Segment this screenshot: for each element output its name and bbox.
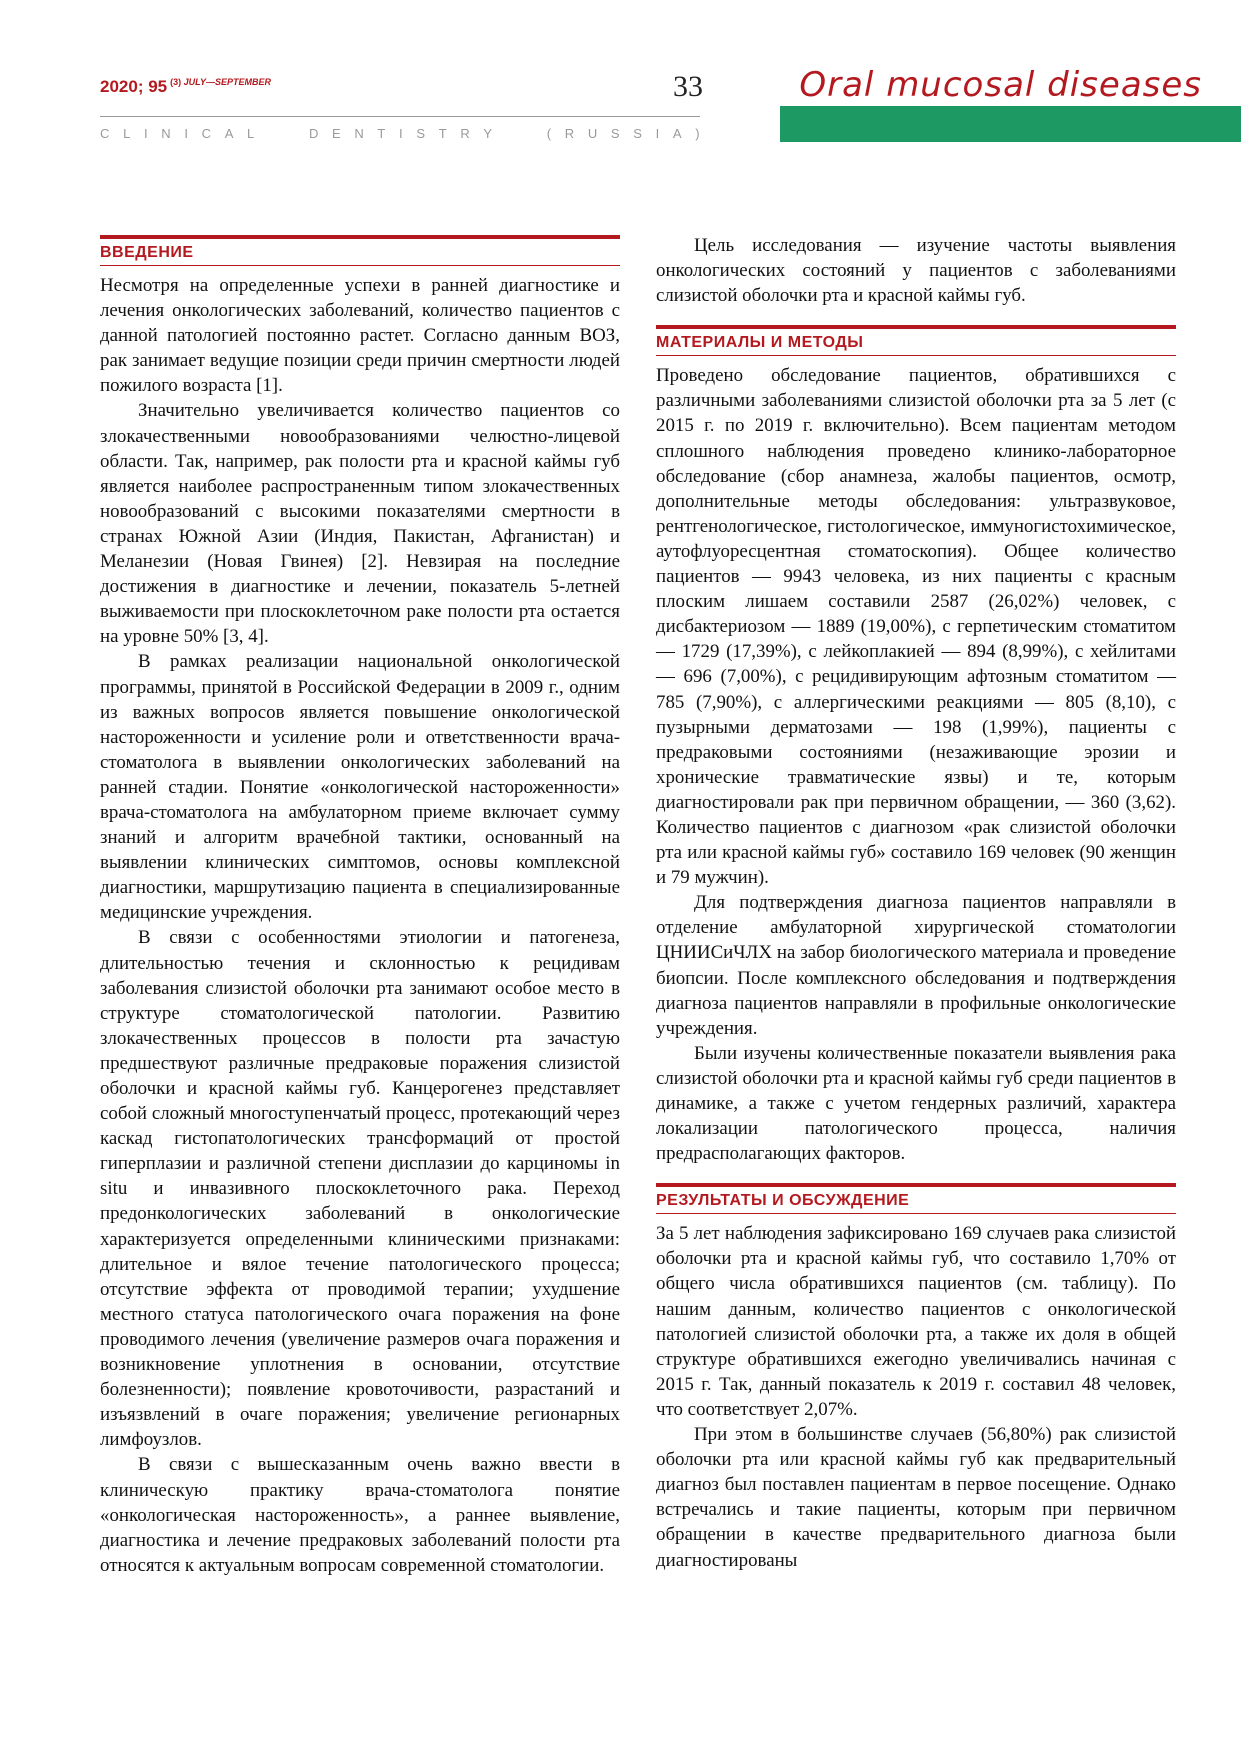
heading-title: ВВЕДЕНИЕ [100, 244, 194, 261]
issue-months: JULY—SEPTEMBER [183, 77, 271, 87]
journal-name: C L I N I C A L D E N T I S T R Y ( R U S S I A ) [100, 126, 700, 141]
issue-year-volume: 2020; 95 [100, 77, 168, 96]
paragraph: В связи с вышесказанным очень важно ввести в клиническую практику врача-стоматолога понятие «онкологическая настороженность», а раннее выявление, диагностика и лечение предраковых заболеваний полости рта относятся к актуальным вопросам современной стоматологии. [100, 1454, 620, 1576]
heading-underline [100, 265, 620, 266]
heading-bar [656, 325, 1176, 329]
introduction-heading [100, 233, 620, 267]
paragraph: Несмотря на определенные успехи в ранней диагностике и лечения онкологических заболеваний, количество пациентов с данной патологией постоянно растет. Согласно данным ВОЗ, рак занимает ведущие позиции среди причин смертности людей пожилого возраста [1]. [100, 275, 620, 397]
right-column [656, 233, 1176, 1573]
section-band [780, 106, 1241, 142]
aim-paragraph: Цель исследования — изучение частоты выявления онкологических состояний у пациентов с заболеваниями слизистой оболочки рта и красной каймы губ. [656, 235, 1176, 307]
header-rule [100, 116, 700, 117]
heading-bar [656, 1183, 1176, 1187]
heading-title: МАТЕРИАЛЫ И МЕТОДЫ [656, 334, 864, 352]
issue-superscript [170, 77, 271, 87]
paragraph: В связи с особенностями этиологии и патогенеза, длительностью течения и склонностью к рецидивам заболевания слизистой оболочки рта занимают особое место в структуре стоматологической патологии. Развитию злокачественных процессов в полости рта зачастую предшествуют различные предраковые поражения слизистой оболочки и красной каймы губ. Канцерогенез представляет собой сложный многоступенчатый процесс, протекающий через каскад гистопатологических трансформаций от простой гиперплазии и различной степени дисплазии до карциномы in situ и инвазивного плоскоклеточного рака. Переход предонкологических заболеваний в онкологические характеризуется определенными клиническими признаками: длительное и вялое течение патологического процесса; отсутствие эффекта от проводимой терапии; ухудшение местного статуса патологического очага поражения на фоне проводимого лечения (увеличение размеров очага поражения и возникновение уплотнения в основании, отсутствие болезненности); появление кровоточивости, разрастаний и изъязвлений в очаге поражения; увеличение регионарных лимфоузлов. [100, 927, 620, 1451]
paragraph: За 5 лет наблюдения зафиксировано 169 случаев рака слизистой оболочки рта и красной каймы губ, что составило 1,70% от общего числа обратившихся пациентов (см. таблицу). По нашим данным, количество пациентов с онкологической патологией слизистой оболочки рта, а также их доля в общей структуре обратившихся ежегодно увеличивались начиная с 2015 г. Так, данный показатель к 2019 г. составил 48 человек, что соответствует 2,07%. [656, 1223, 1176, 1420]
methods-heading [656, 323, 1176, 357]
paragraph: В рамках реализации национальной онкологической программы, принятой в Российской Федерации в 2009 г., одним из важных вопросов является повышение онкологической настороженности и усиление роли и ответственности врача-стоматолога в выявлении онкологических заболеваний на ранней стадии. Понятие «онкологической настороженности» врача-стоматолога на амбулаторном приеме включает сумму знаний и алгоритм врачебной тактики, основанный на выявлении клинических симптомов, основы комплексной диагностики, маршрутизацию пациента в специализированные медицинские учреждения. [100, 651, 620, 924]
heading-title: РЕЗУЛЬТАТЫ И ОБСУЖДЕНИЕ [656, 1192, 910, 1210]
heading-underline [656, 355, 1176, 356]
heading-underline [656, 1213, 1176, 1214]
heading-bar [100, 235, 620, 239]
paragraph: Значительно увеличивается количество пациентов со злокачественными новообразованиями челюстно-лицевой области. Так, например, рак полости рта и красной каймы губ является наиболее распространенным типом злокачественных новообразований с высокими показателями смертности в странах Южной Азии (Индия, Пакистан, Афганистан) и Меланезии (Новая Гвинея) [2]. Невзирая на последние достижения в диагностике и лечении, показатель 5-летней выживаемости при плоскоклеточном раке полости рта остается на уровне 50% [3, 4]. [100, 400, 620, 648]
left-column [100, 233, 620, 1578]
paragraph: Были изучены количественные показатели выявления рака слизистой оболочки рта и красной каймы губ среди пациентов в динамике, а также с учетом гендерных различий, характера локализации патологического процесса, наличия предрасполагающих факторов. [656, 1042, 1176, 1165]
paragraph: Для подтверждения диагноза пациентов направляли в отделение амбулаторной хирургической стоматологии ЦНИИСиЧЛХ на забор биологического материала и проведение биопсии. После комплексного обследования и подтверждения диагноза пациентов направляли в профильные онкологические учреждения. [656, 892, 1176, 1039]
issue-number: (3) [170, 77, 182, 87]
paragraph: При этом в большинстве случаев (56,80%) рак слизистой оболочки рта или красной каймы губ как предварительный диагноз был поставлен пациентам в первое посещение. Однако встречались и такие пациенты, которым при первичном обращении в качестве предварительного диагноза были диагностированы [656, 1424, 1176, 1571]
paragraph: Проведено обследование пациентов, обратившихся с различными заболеваниями слизистой оболочки рта за 5 лет (с 2015 г. по 2019 г. включительно). Всем пациентам методом сплошного наблюдения проведено клинико-лабораторное обследование (сбор анамнеза, жалобы пациентов, осмотр, дополнительные методы обследования: ультразвуковое, рентгенологическое, гистологическое, иммуногистохимическое, аутофлуоресцентная стоматоскопия). Общее количество пациентов — 9943 человека, из них пациенты с красным плоским лишаем составили 2587 (26,02%) человек, с дисбактериозом — 1889 (19,00%), с герпетическим стоматитом — 1729 (17,39%), с лейкоплакией — 894 (8,99%), с хейлитами — 696 (7,00%), с рецидивирующим афтозным стоматитом — 785 (7,90%), с аллергическими реакциями — 805 (8,10), с пузырными дерматозами — 198 (1,99%), пациенты с предраковыми состояниями (незаживающие эрозии и хронические травматические язвы) и те, которым диагностировали рак при первичном обращении, — 360 (3,62). Количество пациентов с диагнозом «рак слизистой оболочки рта или красной каймы губ» составило 169 человек (90 женщин и 79 мужчин). [656, 365, 1176, 889]
results-heading [656, 1181, 1176, 1215]
issue-info [100, 72, 271, 97]
section-title: Oral mucosal diseases [799, 65, 1202, 105]
page-number: 33 [673, 70, 703, 103]
